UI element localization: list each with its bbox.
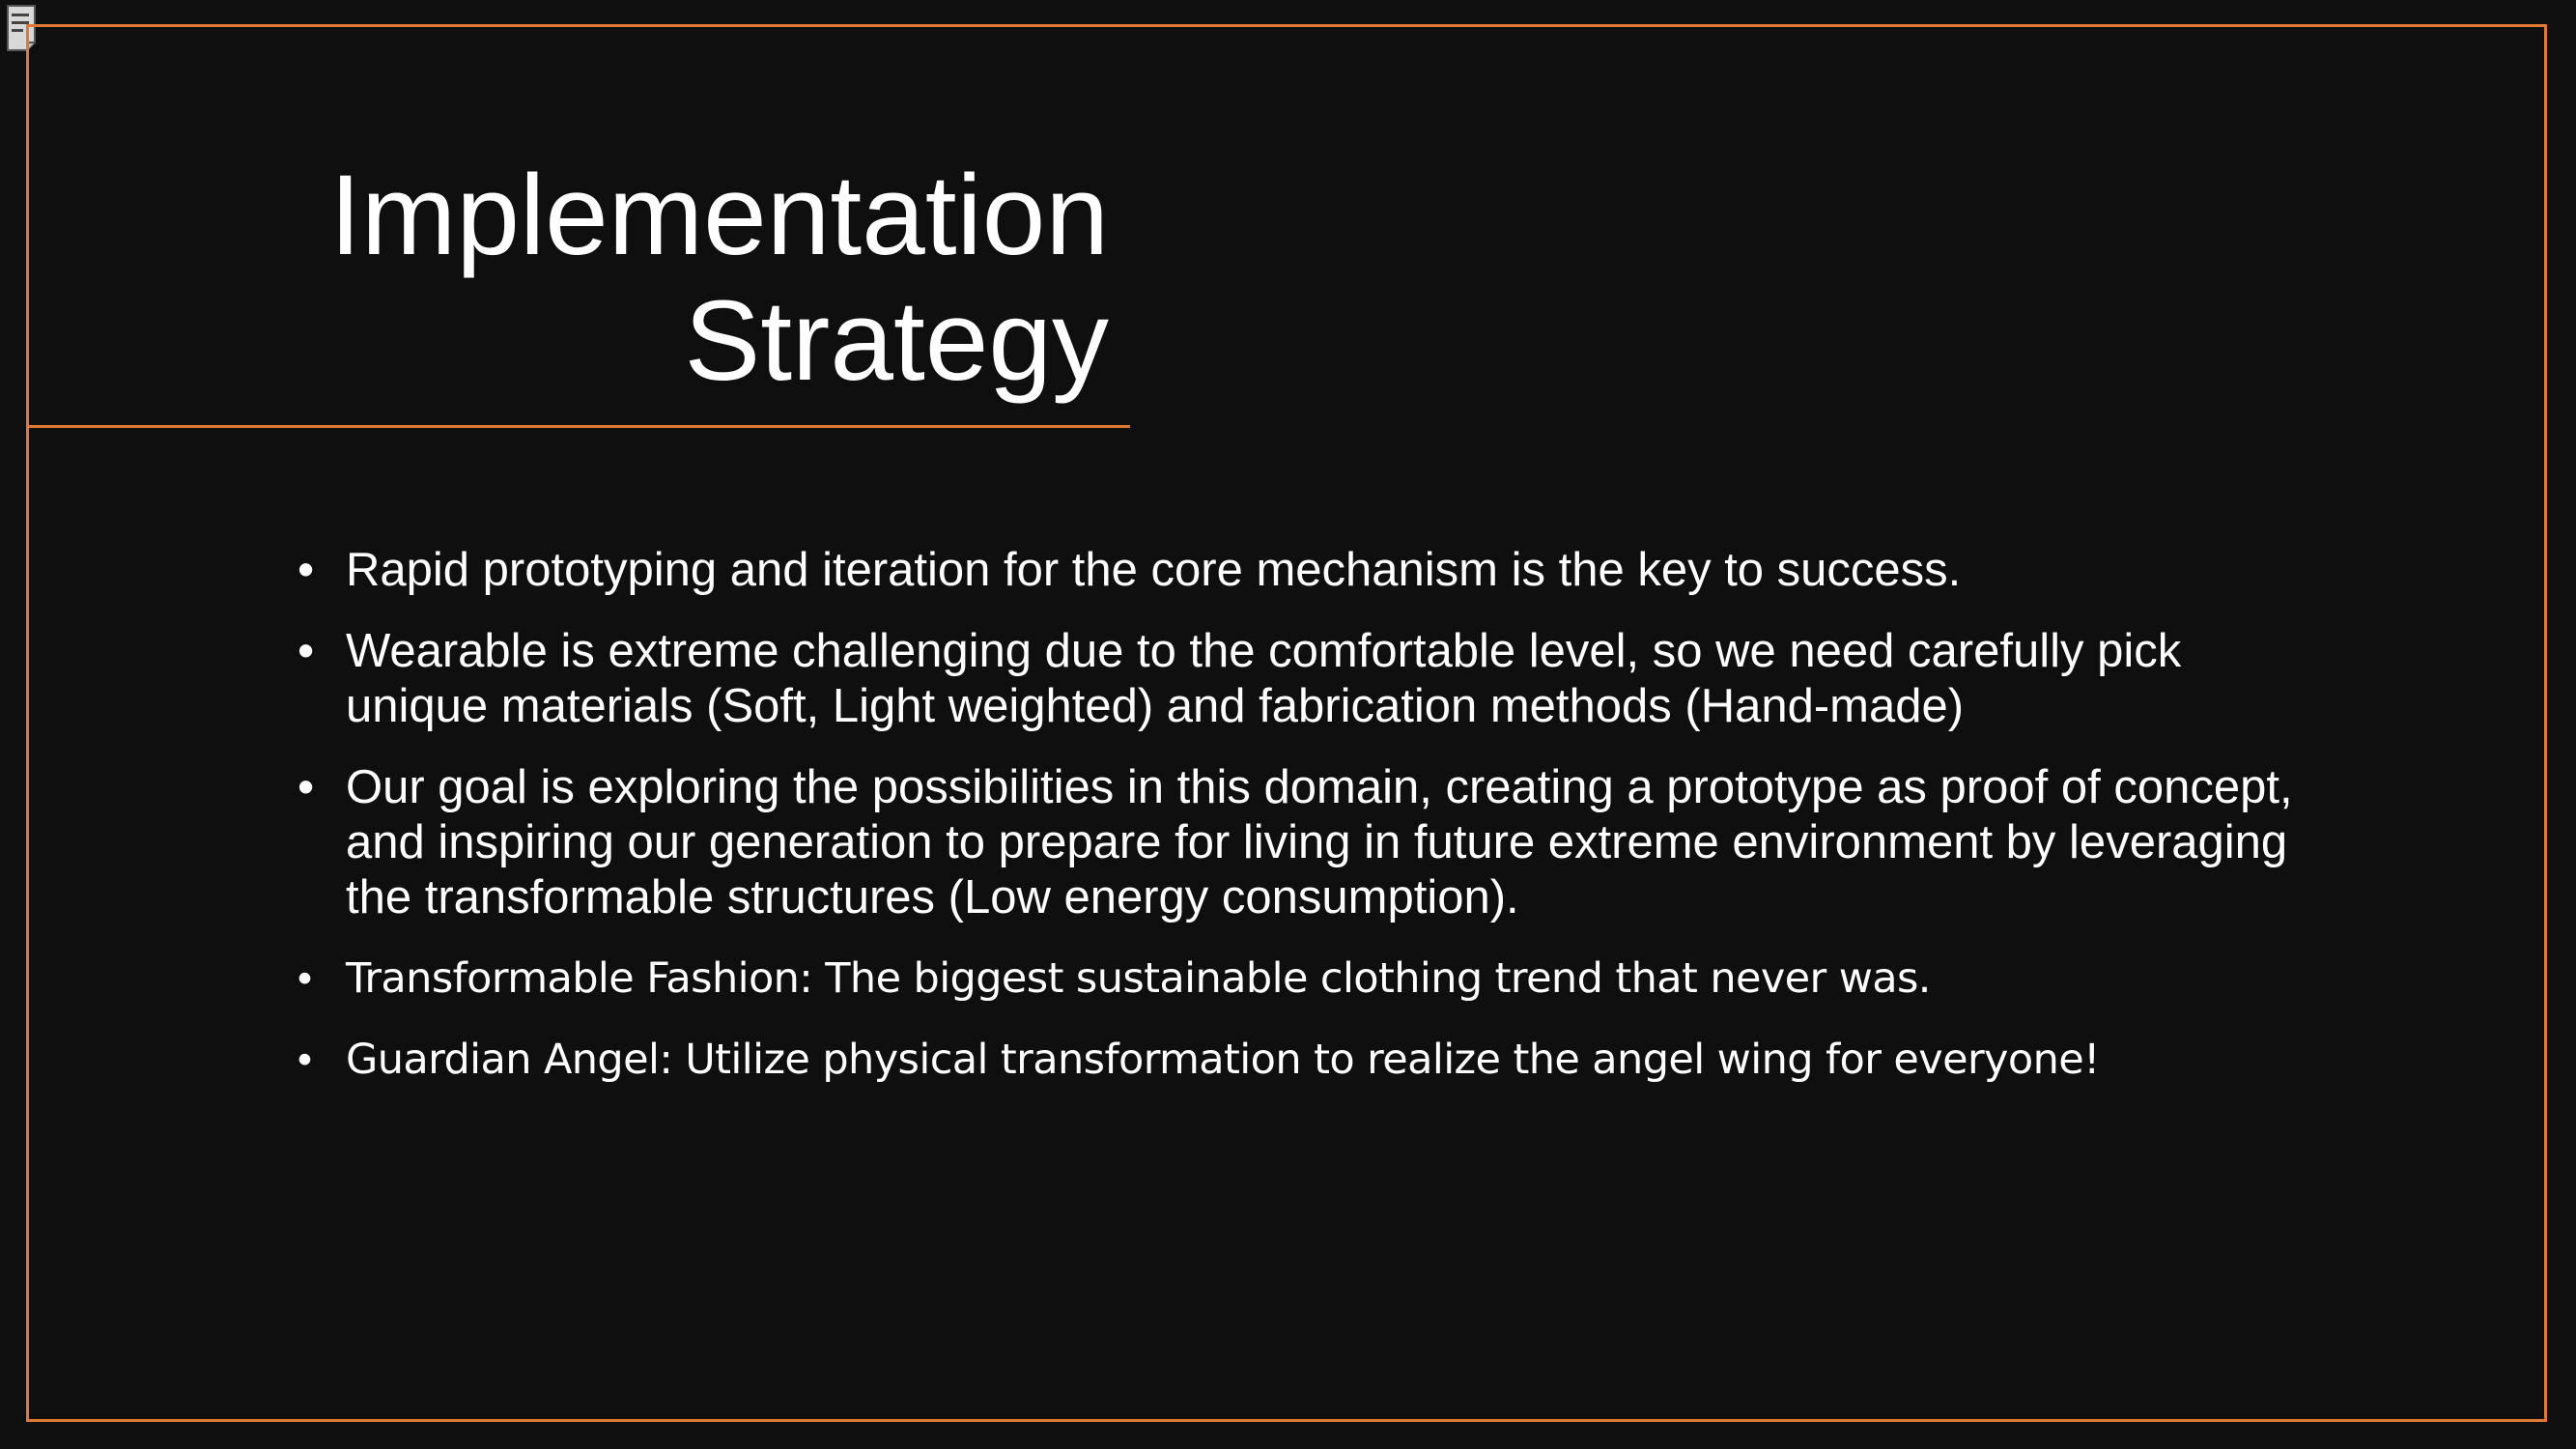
bullet-item: • Guardian Angel: Utilize physical transformation to realize the angel wing for everyone! bbox=[290, 1033, 2318, 1088]
bullet-item: • Our goal is exploring the possibilities in this domain, creating a prototype as proof of concept, and inspiring our generation to prepare for living in future extreme environment by leveraging the transformable structures (Low energy consumption). bbox=[290, 760, 2318, 925]
bullet-item: • Rapid prototyping and iteration for the core mechanism is the key to success. bbox=[290, 543, 2318, 598]
title-line-2: Strategy bbox=[684, 277, 1109, 405]
title-line-1: Implementation bbox=[329, 152, 1109, 279]
bullet-item: • Wearable is extreme challenging due to the comfortable level, so we need carefully pick unique materials (Soft, Light weighted) and fabrication methods (Hand-made) bbox=[290, 624, 2318, 734]
title-underline-divider bbox=[26, 425, 1130, 428]
slide-title bbox=[145, 153, 1109, 404]
bullet-list bbox=[290, 543, 2318, 1114]
bullet-item: • Transformable Fashion: The biggest sustainable clothing trend that never was. bbox=[290, 952, 2318, 1007]
